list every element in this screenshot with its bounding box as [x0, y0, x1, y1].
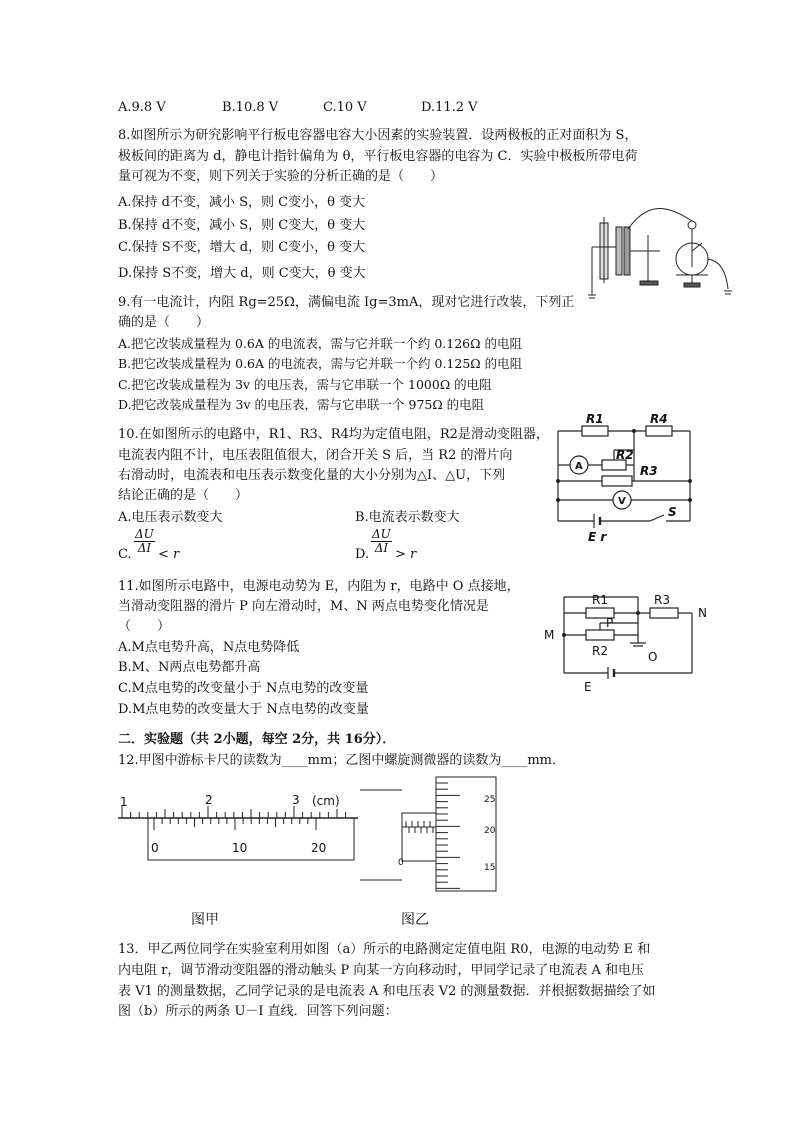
- caliper-vernier-label-20: 20: [311, 841, 327, 855]
- caption-figure-b: 图乙: [401, 912, 429, 928]
- q7-option-a: A.9.8 V: [118, 100, 166, 115]
- circuit-q10-figure: [550, 412, 698, 545]
- q10-c-numerator: ΔU: [135, 527, 154, 541]
- q10-option-b: B.电流表示数变大: [355, 510, 460, 525]
- q9-stem-line-2: 确的是（ ）: [118, 315, 210, 330]
- q9-option-d: D.把它改装成量程为 3v 的电压表，需与它串联一个 975Ω 的电阻: [118, 397, 485, 412]
- q11-label-r2: R2: [592, 644, 608, 658]
- q10-c-relation: < r: [158, 547, 180, 562]
- q10-stem-line-2: 电流表内阻不计，电压表阻值很大，闭合开关 S 后，当 R2 的滑片向: [118, 448, 513, 463]
- q10-c-fraction: [134, 528, 155, 555]
- q12-stem: 12.甲图中游标卡尺的读数为____mm；乙图中螺旋测微器的读数为____mm．: [118, 753, 565, 768]
- caliper-vernier-label-0: 0: [151, 841, 159, 855]
- micrometer-label-20: 20: [484, 826, 496, 836]
- section-2-heading: 二．实验题（共 2小题，每空 2分，共 16分）．: [118, 732, 396, 747]
- caliper-vernier-label-10: 10: [232, 841, 248, 855]
- q11-option-c: C.M点电势的改变量小于 N点电势的改变量: [118, 681, 369, 696]
- node-m-label: M: [544, 628, 555, 642]
- node-n-label: N: [698, 606, 707, 620]
- micrometer-zero-label: 0: [398, 858, 404, 868]
- q7-option-b: B.10.8 V: [222, 100, 279, 115]
- q11-label-r1: R1: [592, 593, 608, 607]
- voltmeter-label: V: [618, 496, 626, 507]
- circuit-q11-figure: [540, 585, 715, 695]
- q8-stem-line-1: 8.如图所示为研究影响平行板电容器电容大小因素的实验装置．设两极板的正对面积为 S，: [118, 128, 638, 143]
- q10-stem-line-3: 右滑动时，电流表和电压表示数变化量的大小分别为△I、△U，下列: [118, 468, 506, 483]
- micrometer-label-15: 15: [484, 863, 496, 873]
- q9-option-a: A.把它改装成量程为 0.6A 的电流表，需与它并联一个约 0.126Ω 的电阻: [118, 336, 522, 351]
- caption-figure-a: 图甲: [191, 912, 219, 928]
- q10-label-r1: R1: [586, 412, 604, 426]
- q9-option-b: B.把它改装成量程为 0.6A 的电流表，需与它并联一个约 0.125Ω 的电阻: [118, 356, 523, 371]
- caliper-main-label-1: 1: [120, 795, 128, 809]
- q9-stem-line-1: 9.有一电流计，内阻 Rg=25Ω，满偏电流 Ig=3mA，现对它进行改装，下列正: [118, 295, 575, 310]
- q10-stem-line-1: 10.在如图所示的电路中，R1、R3、R4均为定值电阻，R2是滑动变阻器，: [118, 427, 549, 442]
- slider-p-label: P: [606, 616, 614, 630]
- q13-line-1: 13．甲乙两位同学在实验室利用如图（a）所示的电路测定定值电阻 R0，电源的电动势 E 和: [118, 942, 651, 957]
- q9-option-c: C.把它改装成量程为 3v 的电压表，需与它串联一个 1000Ω 的电阻: [118, 377, 492, 392]
- q11-stem-line-2: 当滑动变阻器的滑片 P 向左滑动时，M、N 两点电势变化情况是: [118, 599, 489, 614]
- ammeter-label: A: [575, 461, 583, 472]
- capacitor-apparatus-figure: [588, 205, 738, 300]
- ground-o-label: O: [648, 650, 658, 664]
- q13-line-3: 表 V1 的测量数据，乙同学记录的是电流表 A 和电压表 V2 的测量数据．并根据数据描绘了如: [118, 984, 656, 999]
- q10-d-fraction: [371, 528, 392, 555]
- q13-line-2: 内电阻 r，调节滑动变阻器的滑动触头 P 向某一方向移动时，甲同学记录了电流表 A 和电压: [118, 963, 645, 978]
- q10-d-denominator: ΔI: [374, 541, 389, 555]
- caliper-unit-label: (cm): [312, 794, 340, 808]
- micrometer-figure: [360, 775, 520, 895]
- q11-label-r3: R3: [654, 593, 670, 607]
- q10-d-numerator: ΔU: [372, 527, 391, 541]
- q10-label-r2: R2: [616, 448, 634, 462]
- q10-label-er: E r: [588, 530, 607, 544]
- q11-stem-line-1: 11.如图所示电路中，电源电动势为 E，内阻为 r，电路中 O 点接地，: [118, 579, 520, 594]
- q10-label-r3: R3: [640, 464, 658, 478]
- q10-c-denominator: ΔI: [137, 541, 152, 555]
- q8-option-a: A.保持 d不变，减小 S，则 C变小，θ 变大: [118, 195, 366, 210]
- q10-label-r4: R4: [650, 412, 668, 426]
- source-e-label: E: [584, 680, 592, 694]
- q8-option-b: B.保持 d不变，减小 S，则 C变大，θ 变大: [118, 218, 366, 233]
- q11-option-a: A.M点电势升高，N点电势降低: [118, 640, 300, 655]
- q7-option-c: C.10 V: [323, 100, 367, 115]
- q10-stem-line-4: 结论正确的是（ ）: [118, 488, 249, 503]
- q8-option-d: D.保持 S不变，增大 d，则 C变大，θ 变大: [118, 266, 366, 281]
- q8-stem-line-2: 极板间的距离为 d，静电计指针偏角为 θ，平行板电容器的电容为 C．实验中极板所带电荷: [118, 149, 638, 164]
- micrometer-label-25: 25: [484, 795, 496, 805]
- switch-label: S: [668, 505, 677, 519]
- q8-stem-line-3: 量可视为不变，则下列关于实验的分析正确的是（ ）: [118, 169, 444, 184]
- q11-option-d: D.M点电势的改变量大于 N点电势的改变量: [118, 702, 369, 717]
- vernier-caliper-figure: [118, 790, 358, 870]
- caliper-main-label-3: 3: [292, 793, 300, 807]
- q7-option-d: D.11.2 V: [421, 100, 478, 115]
- q8-option-c: C.保持 S不变，增大 d，则 C变小，θ 变大: [118, 240, 366, 255]
- caliper-main-label-2: 2: [205, 793, 213, 807]
- q10-option-a: A.电压表示数变大: [118, 510, 223, 525]
- q10-option-c: C.: [118, 547, 132, 562]
- q10-option-d: D.: [355, 547, 370, 562]
- q11-stem-line-3: （ ）: [118, 619, 171, 634]
- q11-option-b: B.M、N两点电势都升高: [118, 660, 261, 675]
- q13-line-4: 图（b）所示的两条 U－I 直线．回答下列问题：: [118, 1004, 398, 1019]
- q10-d-relation: > r: [395, 547, 417, 562]
